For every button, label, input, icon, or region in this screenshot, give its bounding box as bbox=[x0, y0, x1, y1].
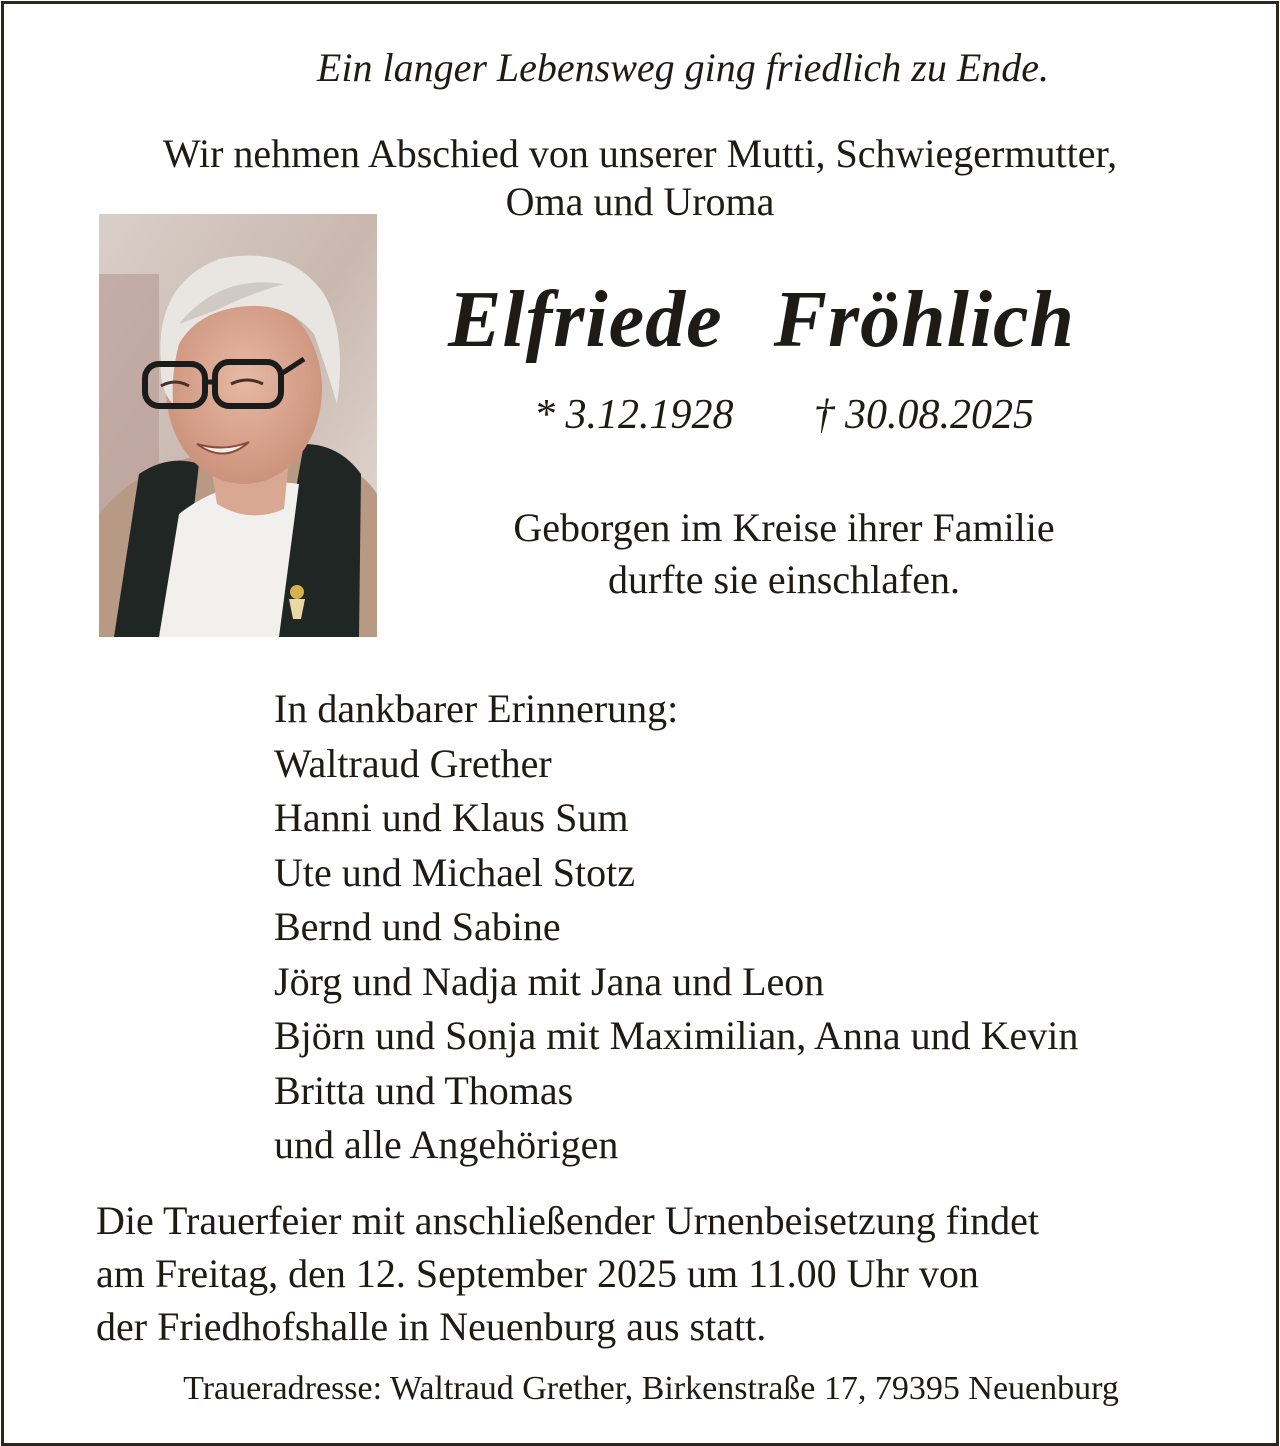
mourner-name: Waltraud Grether bbox=[274, 740, 552, 786]
ceremony-line-3: der Friedhofshalle in Neuenburg aus statt. bbox=[96, 1304, 767, 1349]
mourner-name: und alle Angehörigen bbox=[274, 1122, 619, 1167]
death-date: † 30.08.2025 bbox=[813, 392, 1034, 438]
ceremony-line-2: am Freitag, den 12. September 2025 um 11.00 Uhr von bbox=[96, 1251, 979, 1296]
motto: Ein langer Lebensweg ging friedlich zu Ende. bbox=[316, 45, 1050, 90]
mourners-heading: In dankbarer Erinnerung: bbox=[274, 686, 679, 731]
birth-date: * 3.12.1928 bbox=[534, 392, 734, 438]
mourner-name: Bernd und Sabine bbox=[274, 904, 561, 949]
mourner-name: Björn und Sonja mit Maximilian, Anna und Kevin bbox=[274, 1013, 1079, 1058]
intro-text bbox=[4, 130, 1276, 226]
comfort-line-2: durfte sie einschlafen. bbox=[607, 557, 961, 602]
comfort-text bbox=[384, 502, 1184, 606]
ceremony-info bbox=[96, 1194, 1039, 1353]
portrait-photo bbox=[99, 214, 377, 637]
mourner-name: Jörg und Nadja mit Jana und Leon bbox=[274, 958, 825, 1004]
life-dates bbox=[534, 390, 1034, 440]
ceremony-line-1: Die Trauerfeier mit anschließender Urnenbeisetzung findet bbox=[96, 1198, 1040, 1243]
portrait-illustration bbox=[99, 214, 377, 637]
mourner-name: Britta und Thomas bbox=[274, 1067, 574, 1113]
obituary-notice bbox=[1, 1, 1279, 1446]
mourner-name: Hanni und Klaus Sum bbox=[274, 795, 629, 840]
deceased-name: Elfriede Fröhlich bbox=[448, 276, 1076, 364]
mourning-address: Traueradresse: Waltraud Grether, Birkenstraße 17, 79395 Neuenburg bbox=[183, 1370, 1119, 1407]
comfort-line-1: Geborgen im Kreise ihrer Familie bbox=[513, 505, 1055, 550]
intro-line-1: Wir nehmen Abschied von unserer Mutti, Schwiegermutter, bbox=[162, 131, 1118, 176]
mourner-name: Ute und Michael Stotz bbox=[274, 849, 636, 895]
intro-line-2: Oma und Uroma bbox=[505, 179, 775, 224]
mourners-list bbox=[274, 682, 1078, 1173]
